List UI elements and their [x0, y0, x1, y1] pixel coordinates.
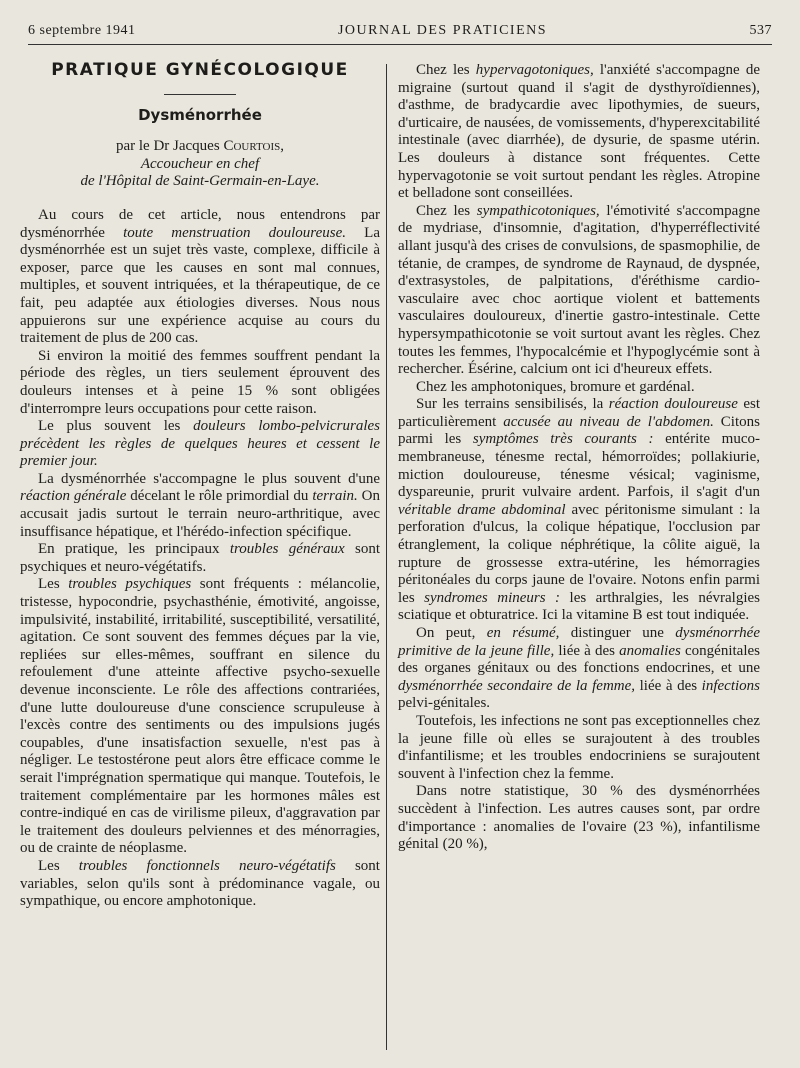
byline	[20, 138, 380, 156]
paragraph	[20, 576, 380, 858]
text-run: Sur les terrains sensibilisés, la	[416, 396, 609, 413]
italic-text: infections	[701, 677, 760, 694]
text-run: Toutefois, les infections ne sont pas exceptionnelles chez la jeune fille où elles se surajoutent à des troubles d'infantilisme; et les troubles endocriniens se surajoutent souvent à l'infection chez la femme.	[398, 712, 760, 782]
text-run: sont fréquents : mélancolie, tristesse, hypocondrie, psychasthénie, émotivité, angoisse, impulsivité, instabilité, irritabilité, susceptibilité, versatilité, agitation. Ce sont souvent des femmes déçues par la vie, repliées sur elles-mêmes, souffrant en silence du refoulement d'une atteinte affective psycho-sexuelle devenue inconsciente. Le rôle des affections contrariées, d'une lutte douloureuse d'une conscience scrupuleuse à l'excès contre des sentiments ou des impulsions jugés coupables, d'une insatisfaction sexuelle, n'est pas à négliger. Le testostérone peut alors être efficace comme le serait l'imprégnation spermatique qui manque. Toutefois, le traitement complémentaire par les hormones mâles est contre-indiqué en cas de virilisme pileux, d'aggravation par le traitement des douleurs pelviennes et des ménorragies, ou de crainte de néoplasme.	[20, 576, 380, 857]
italic-text: symptômes très courants :	[472, 431, 654, 448]
paragraph	[398, 379, 760, 397]
text-run: La dysménorrhée est un sujet très vaste, complexe, difficile à exposer, parce que les causes en sont mal connues, multiples, et souvent intriquées, et la thérapeutique, de ce fait, peu adaptée aux étiologies diverses. Nous nous appuierons sur une expérience acquise au cours du traitement de plus de 200 cas.	[20, 224, 380, 347]
text-run: liée à des	[635, 677, 702, 694]
text-run: l'émotivité s'accompagne de mydriase, d'insomnie, d'agitation, d'hyperréflectivité allant jusqu'à des crises de convulsions, de spasmophilie, de tétanie, de crampes, de syndrome de Raynaud, de dyspnée, d'extrasystoles, de palpitations, d'éréthisme cardio-vasculaire avec choc aortique violent et battements vasculaires douloureux, d'inertie gastro-intestinale. Cette hypersympathicotonie se voit surtout avant les règles. Chez toutes les femmes, l'hypocalcémie et l'hypoglycémie sont à rechercher. Ésérine, calcium ont ici d'heureux effets.	[398, 202, 760, 378]
text-run: On accusait jadis surtout le terrain neuro-arthritique, avec insuffisance hépatique, et l'hérédo-infection spécifique.	[20, 488, 380, 540]
text-run: congénitales des organes génitaux ou des fonctions endocrines, et une	[398, 642, 760, 677]
text-run: décelant le rôle primordial du	[126, 488, 313, 505]
italic-text: réaction générale	[20, 488, 127, 505]
italic-text: réaction douloureuse	[608, 396, 738, 413]
italic-text: troubles généraux	[229, 541, 345, 558]
paragraph	[398, 203, 760, 379]
text-run: pelvi-génitales.	[398, 695, 491, 712]
text-run: Chez les	[416, 202, 477, 219]
column-divider	[386, 64, 387, 1050]
byline-prefix: par le Dr Jacques	[115, 138, 224, 155]
text-run: les arthralgies, les névralgies sciatique et obturatrice. Ici la vitamine B est tout indiquée.	[398, 589, 761, 624]
paragraph	[20, 418, 380, 471]
italic-text: en résumé,	[486, 625, 560, 641]
italic-text: véritable drame abdominal	[398, 501, 566, 518]
section-title: PRATIQUE GYNÉCOLOGIQUE	[51, 60, 349, 80]
paragraph	[20, 541, 380, 576]
text-run: est particulièrement	[398, 396, 760, 430]
right-column-body	[398, 62, 760, 854]
author-affiliation-title: Accoucheur en chef	[140, 155, 260, 172]
text-run: Si environ la moitié des femmes souffrent pendant la période des règles, un tiers seulement éprouvent des douleurs intenses et à peine 15 % sont obligées d'interrompre leurs occupations pour cette raison.	[20, 347, 380, 417]
right-column	[398, 62, 760, 854]
italic-text: toute menstruation douloureuse.	[123, 224, 346, 241]
text-run: La dysménorrhée s'accompagne le plus souvent d'une	[38, 470, 380, 487]
text-run: distinguer une	[559, 625, 676, 641]
running-header	[28, 18, 772, 45]
paragraph	[20, 207, 380, 348]
text-run: liée à des	[554, 642, 620, 659]
text-run: Le plus souvent les	[38, 418, 194, 435]
author-name: Courtois,	[223, 138, 285, 155]
left-column	[20, 62, 380, 911]
text-run: Les	[38, 857, 79, 874]
paragraph	[398, 783, 760, 853]
text-run: avec péritonisme simulant : la perforation d'ulcus, la colique hépatique, l'occlusion par étranglement, la colique néphrétique, la côlite aiguë, la rupture de grossesse extra-utérine, les hémorragies péritonéales du corps jaune de l'ovaire. Notons enfin parmi les	[398, 501, 760, 606]
paragraph	[398, 713, 760, 783]
text-run: Les	[38, 576, 69, 593]
italic-text: hypervagotoniques,	[475, 62, 594, 78]
italic-text: troubles fonctionnels neuro-végétatifs	[78, 857, 336, 874]
italic-text: anomalies	[619, 642, 681, 659]
paragraph	[398, 396, 760, 625]
italic-text: sympathicotoniques,	[476, 202, 600, 219]
paragraph	[20, 471, 380, 541]
italic-text: troubles psychiques	[68, 576, 192, 593]
italic-text: dysménorrhée secondaire de la femme,	[398, 677, 636, 694]
header-date: 6 septembre 1941	[28, 23, 136, 38]
italic-text: terrain.	[312, 488, 358, 505]
text-run: Citons parmi les	[398, 413, 760, 448]
text-run: sont psychiques et neuro-végétatifs.	[20, 541, 380, 575]
paragraph	[398, 62, 760, 203]
text-run: En pratique, les principaux	[38, 541, 230, 558]
italic-text: douleurs lombo-pelvicrurales précèdent les règles de quelques heures et cessent le premier jour.	[20, 418, 381, 470]
text-run: Chez les	[416, 62, 476, 78]
italic-text: dysménorrhée primitive de la jeune fille,	[398, 625, 760, 659]
left-column-body	[20, 207, 380, 911]
text-run: sont variables, selon qu'ils sont à prédominance vagale, ou sympathique, ou encore amphotonique.	[20, 857, 380, 910]
italic-text: accusée au niveau de l'abdomen.	[503, 413, 714, 430]
paragraph	[20, 348, 380, 418]
title-rule	[164, 94, 236, 95]
header-journal-title: JOURNAL DES PRATICIENS	[337, 23, 548, 38]
article-title: Dysménorrhée	[138, 105, 262, 124]
text-run: entérite muco-membraneuse, ténesme rectal, hémorroïdes; pollakiurie, miction douloureuse, ténesme vésical; vaginisme, dyspareunie, prurit vulvaire ardent. Parfois, il s'agit d'un	[398, 431, 760, 501]
italic-text: syndromes mineurs :	[424, 589, 561, 606]
text-run: Chez les amphotoniques, bromure et gardénal.	[416, 378, 695, 395]
paragraph	[20, 858, 380, 911]
header-page-number: 537	[749, 23, 772, 38]
text-run: Au cours de cet article, nous entendrons par dysménorrhée	[20, 206, 380, 241]
text-run: On peut,	[416, 625, 487, 641]
text-run: Dans notre statistique, 30 % des dysménorrhées succèdent à l'infection. Les autres causes sont, par ordre d'importance : anomalies de l'ovaire (23 %), infantilisme génital (20 %),	[398, 783, 760, 853]
text-run: l'anxiété s'accompagne de migraine (surtout quand il s'agit de dysthyroïdiennes), d'asthme, de bradycardie avec lipothymies, de sueurs, d'urticaire, de nausées, de vomissements, d'hyperexcitabilité intestinale (avec diarrhée), de dysurie, de spasme utérin. Les douleurs à distance sont fréquentes. Cette hypervagotonie se voit surtout pendant les règles. Atropine et belladone sont conseillées.	[398, 62, 760, 202]
paragraph	[398, 625, 760, 713]
author-affiliation-hospital: de l'Hôpital de Saint-Germain-en-Laye.	[80, 173, 320, 190]
